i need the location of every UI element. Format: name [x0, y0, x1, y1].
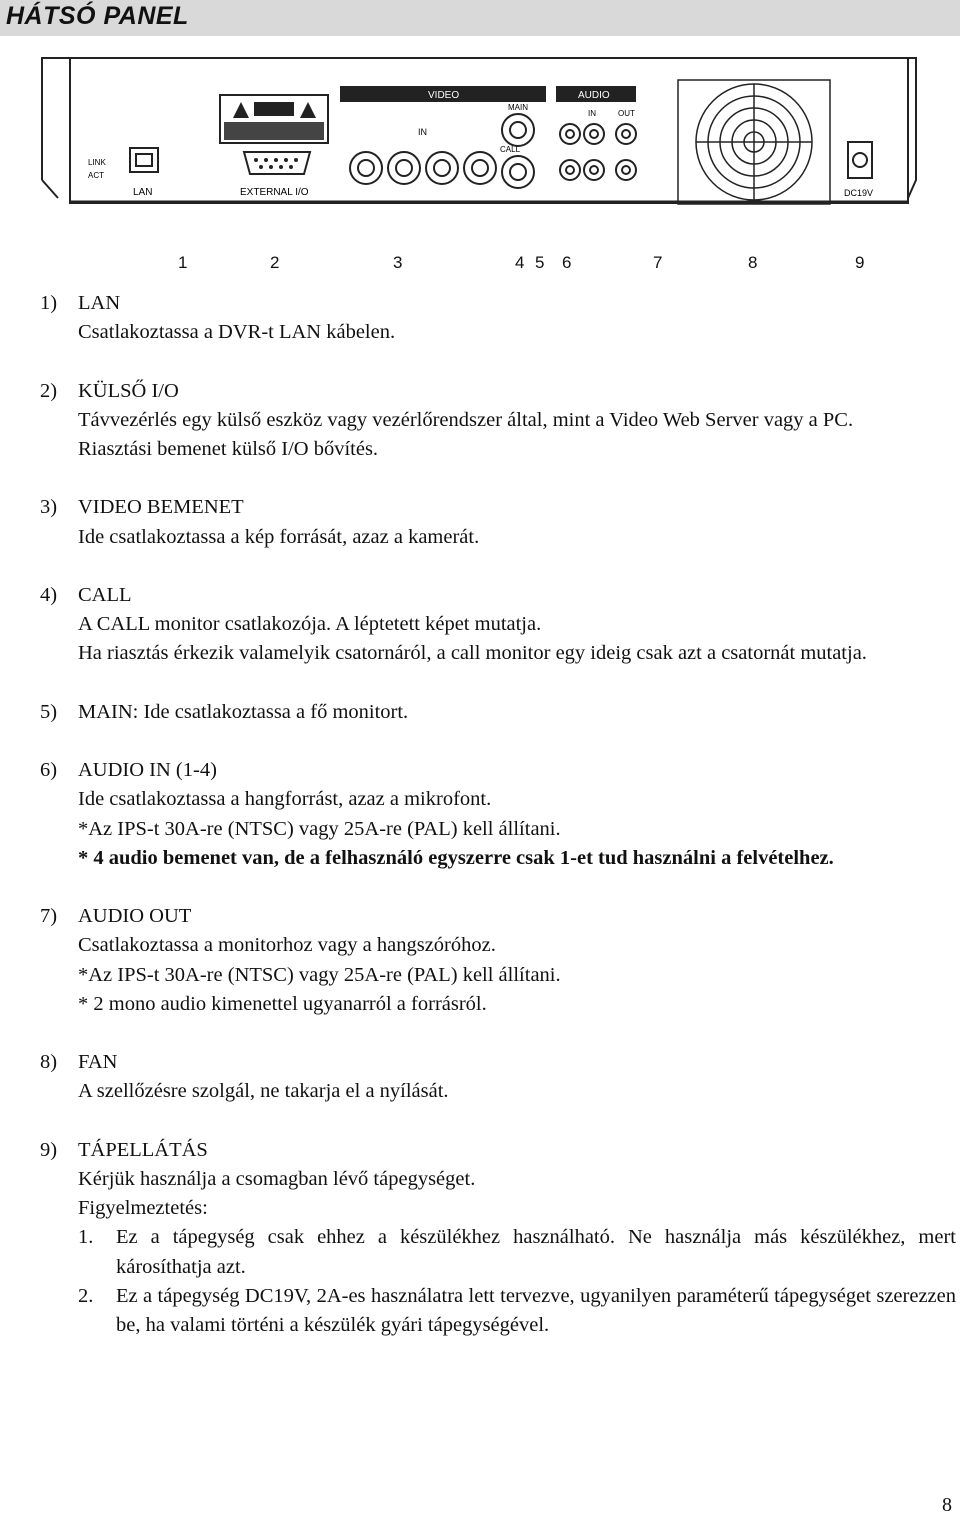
- list-item-fan: [40, 1048, 956, 1106]
- item-number: 6): [40, 759, 58, 782]
- svg-text:LINK: LINK: [88, 158, 106, 167]
- callout-8: 8: [748, 253, 758, 272]
- subitem-text: Ez a tápegység csak ehhez a készülékhez használható. Ne használja más készülékhez, mert károsíthatja azt.: [116, 1226, 956, 1278]
- item-note-bold: * 4 audio bemenet van, de a felhasználó egyszerre csak 1-et tud használni a felvételhez.: [78, 846, 834, 869]
- audio-label: AUDIO: [578, 90, 610, 101]
- callout-6: 6: [562, 253, 572, 272]
- callout-9: 9: [855, 253, 865, 272]
- list-item-external-io: [40, 377, 956, 465]
- header-bar: [0, 0, 960, 36]
- item-text: Ha riasztás érkezik valamelyik csatornáról, a call monitor egy ideig csak azt a csatornát mutatja.: [78, 642, 867, 665]
- item-text: Figyelmeztetés:: [78, 1197, 208, 1220]
- callout-2: 2: [270, 253, 280, 272]
- connector-list: [40, 289, 956, 1340]
- item-number: 8): [40, 1051, 58, 1074]
- audio-in-label: IN: [588, 109, 596, 118]
- list-item-video-in: [40, 493, 956, 551]
- callout-1: 1: [178, 253, 188, 272]
- item-title: AUDIO OUT: [78, 905, 192, 928]
- item-text: *Az IPS-t 30A-re (NTSC) vagy 25A-re (PAL) kell állítani.: [78, 963, 561, 986]
- item-number: 3): [40, 496, 58, 519]
- item-text: Távvezérlés egy külső eszköz vagy vezérlőrendszer által, mint a Video Web Server vagy a PC.: [78, 408, 854, 431]
- subitem-text: Ez a tápegység DC19V, 2A-es használatra lett tervezve, ugyanilyen paraméterű tápegységet szerezzen be, ha valami történi a készülék gyári tápegységével.: [116, 1284, 956, 1336]
- callout-7: 7: [653, 253, 663, 272]
- item-title: MAIN: Ide csatlakoztassa a fő monitort.: [78, 700, 409, 723]
- list-item-audio-out: [40, 902, 956, 1019]
- item-text: Kérjük használja a csomagban lévő tápegységet.: [78, 1167, 476, 1190]
- item-number: 4): [40, 583, 58, 606]
- item-text: Ide csatlakoztassa a hangforrást, azaz a mikrofont.: [78, 788, 492, 811]
- item-title: FAN: [78, 1051, 118, 1074]
- audio-connectors: [560, 124, 636, 180]
- audio-out-label: OUT: [618, 109, 635, 118]
- item-text: A CALL monitor csatlakozója. A léptetett képet mutatja.: [78, 613, 542, 636]
- item-number: 5): [40, 700, 58, 723]
- subitem-number: 2.: [78, 1284, 94, 1307]
- item-text: Riasztási bemenet külső I/O bővítés.: [78, 438, 379, 460]
- list-item-audio-in: [40, 756, 956, 873]
- rear-panel-diagram: [38, 50, 922, 278]
- item-text: Ide csatlakoztassa a kép forrását, azaz a kamerát.: [78, 525, 480, 548]
- item-text: *Az IPS-t 30A-re (NTSC) vagy 25A-re (PAL) kell állítani.: [78, 817, 561, 840]
- item-title: CALL: [78, 583, 132, 606]
- warning-subitem: [78, 1282, 956, 1340]
- subitem-number: 1.: [78, 1226, 94, 1249]
- external-io-port: [244, 152, 310, 174]
- warning-label: [220, 95, 328, 143]
- item-text: A szellőzésre szolgál, ne takarja el a nyílását.: [78, 1080, 449, 1103]
- item-title: LAN: [78, 292, 121, 314]
- list-item-power: [40, 1136, 956, 1340]
- item-number: 2): [40, 379, 58, 402]
- page-title: HÁTSÓ PANEL: [6, 2, 189, 30]
- dc-label: DC19V: [844, 188, 874, 198]
- call-label: CALL: [500, 145, 521, 154]
- list-item-main: [40, 698, 956, 727]
- callout-4: 4: [515, 253, 525, 272]
- item-text: Csatlakoztassa a monitorhoz vagy a hangszóróhoz.: [78, 934, 496, 957]
- main-label: MAIN: [508, 103, 528, 112]
- callout-5: 5: [535, 253, 545, 272]
- item-number: 9): [40, 1138, 58, 1161]
- list-item-call: [40, 581, 956, 669]
- dc-power-jack: [848, 142, 872, 178]
- item-title: VIDEO BEMENET: [78, 496, 244, 519]
- item-text: Csatlakoztassa a DVR-t LAN kábelen.: [78, 321, 396, 344]
- video-label: VIDEO: [428, 90, 460, 101]
- item-title: TÁPELLÁTÁS: [78, 1138, 208, 1161]
- svg-text:ACT: ACT: [88, 171, 104, 180]
- item-title: AUDIO IN (1-4): [78, 759, 217, 782]
- item-text: * 2 mono audio kimenettel ugyanarról a forrásról.: [78, 992, 487, 1015]
- item-number: 1): [40, 292, 58, 314]
- external-io-label: EXTERNAL I/O: [240, 187, 309, 198]
- warning-subitem: [78, 1223, 956, 1281]
- fan-grille: [678, 80, 830, 204]
- callout-3: 3: [393, 253, 403, 272]
- lan-label: LAN: [133, 187, 153, 198]
- item-title: KÜLSŐ I/O: [78, 379, 179, 402]
- item-number: 7): [40, 905, 58, 928]
- video-in-label: IN: [418, 127, 427, 137]
- list-item-lan: [40, 289, 956, 347]
- page-number: 8: [942, 1494, 952, 1516]
- lan-port: [130, 148, 158, 172]
